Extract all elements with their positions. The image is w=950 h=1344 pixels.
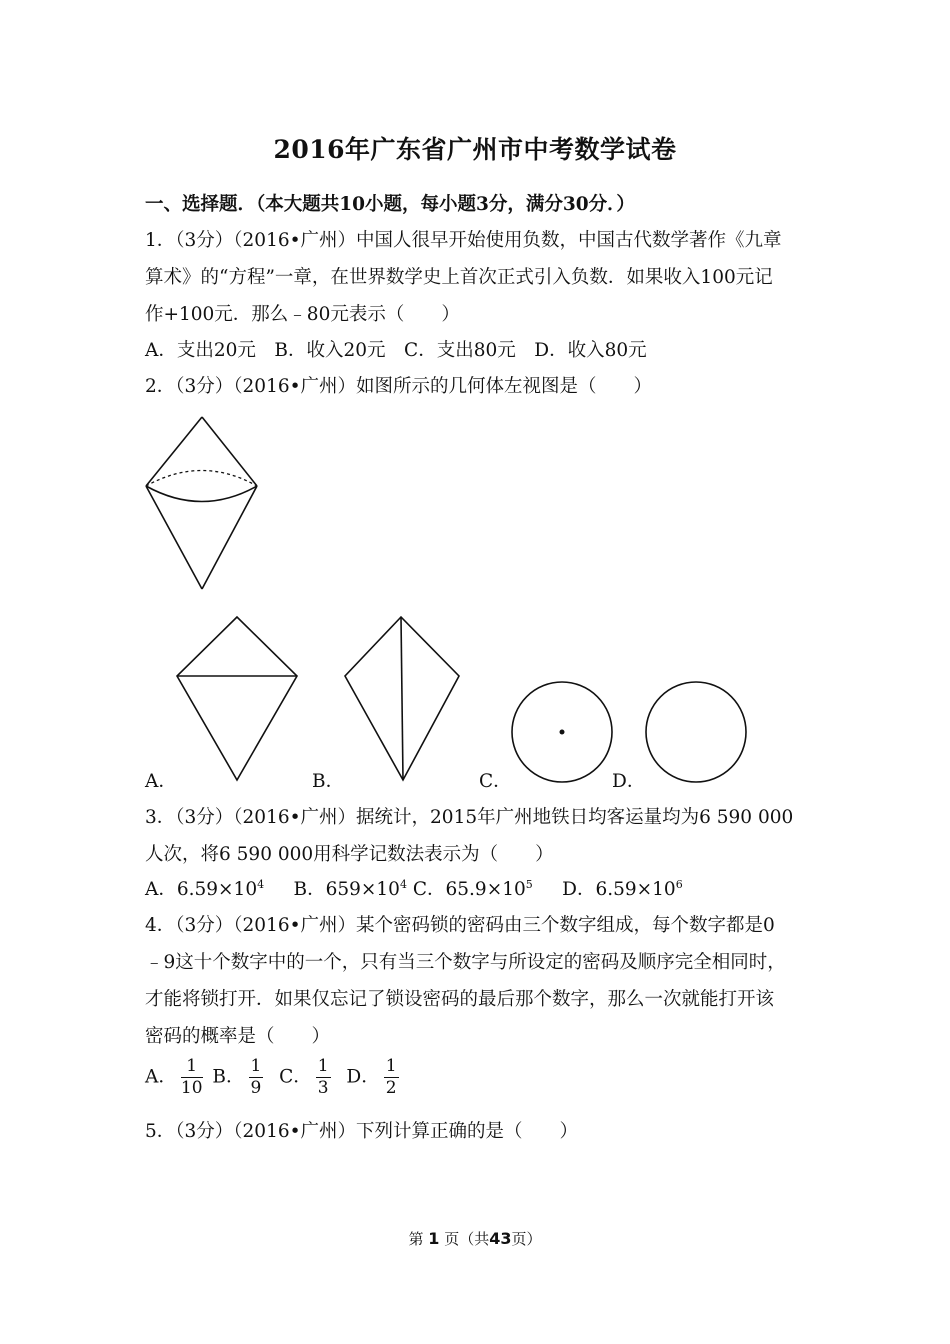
option-a-figure (175, 615, 300, 785)
q3-option-c: C．$65.9\times 10^5$ (412, 877, 533, 900)
q2-option-b-label: B． (312, 771, 345, 792)
page-title: 2016年广东省广州市中考数学试卷 (273, 135, 677, 164)
double-cone-figure (140, 415, 265, 595)
q2-option-d-label: D． (612, 771, 646, 792)
q1-line-3: 作+100元．那么﹣80元表示（ ） (145, 304, 460, 325)
q4-line-1: 4．（3分）（2016•广州）某个密码锁的密码由三个数字组成，每个数字都是0 (145, 915, 775, 936)
q2-option-c-label: C． (479, 771, 512, 792)
option-c-figure (508, 678, 616, 786)
option-d-figure (642, 678, 750, 786)
q4-fraction-b: $\frac{1}{9}$ (250, 1056, 262, 1098)
q4-fraction-c: $\frac{1}{3}$ (317, 1056, 329, 1098)
option-b-figure (343, 615, 463, 785)
q3-option-d: D．$6.59\times 10^6$ (562, 877, 683, 900)
page-number: 1 (428, 1229, 440, 1248)
q3-option-a: A．$6.59\times 10^4$ (145, 877, 265, 900)
q4-options: A． $\frac{1}{10}$ B． $\frac{1}{9}$ C． $\frac{1}{3}$ D． $\frac{1}{2}$ (145, 1056, 397, 1098)
q4-fraction-a: $\frac{1}{10}$ (180, 1056, 203, 1098)
q2-line-1: 2．（3分）（2016•广州）如图所示的几何体左视图是（ ） (145, 376, 653, 397)
page-footer: 第 1 页（共43页） (408, 1229, 542, 1248)
q1-line-1: 1．（3分）（2016•广州）中国人很早开始使用负数，中国古代数学著作《九章 (145, 230, 782, 251)
q3-options (145, 875, 683, 901)
q1-options: A．支出20元 B．收入20元 C．支出80元 D．收入80元 (145, 340, 647, 361)
total-pages: 43 (489, 1229, 512, 1248)
q3-line-1: 3．（3分）（2016•广州）据统计，2015年广州地铁日均客运量均为6 590 000 (145, 807, 794, 828)
section-heading: 一、选择题．（本大题共10小题，每小题3分，满分30分．） (145, 194, 635, 215)
q2-option-a-label: A． (145, 771, 177, 792)
q4-line-4: 密码的概率是（ ） (145, 1026, 331, 1047)
q3-option-b: B．$659\times 10^4$ (293, 877, 407, 900)
q5-line-1: 5．（3分）（2016•广州）下列计算正确的是（ ） (145, 1121, 579, 1142)
q4-line-2: ﹣9这十个数字中的一个，只有当三个数字与所设定的密码及顺序完全相同时， (145, 952, 786, 973)
q4-fraction-d: $\frac{1}{2}$ (385, 1056, 397, 1098)
q1-line-2: 算术》的“方程”一章，在世界数学史上首次正式引入负数．如果收入100元记 (145, 267, 773, 288)
q3-line-2: 人次，将6 590 000用科学记数法表示为（ ） (145, 844, 554, 865)
q4-line-3: 才能将锁打开．如果仅忘记了锁设密码的最后那个数字，那么一次就能打开该 (145, 989, 775, 1010)
